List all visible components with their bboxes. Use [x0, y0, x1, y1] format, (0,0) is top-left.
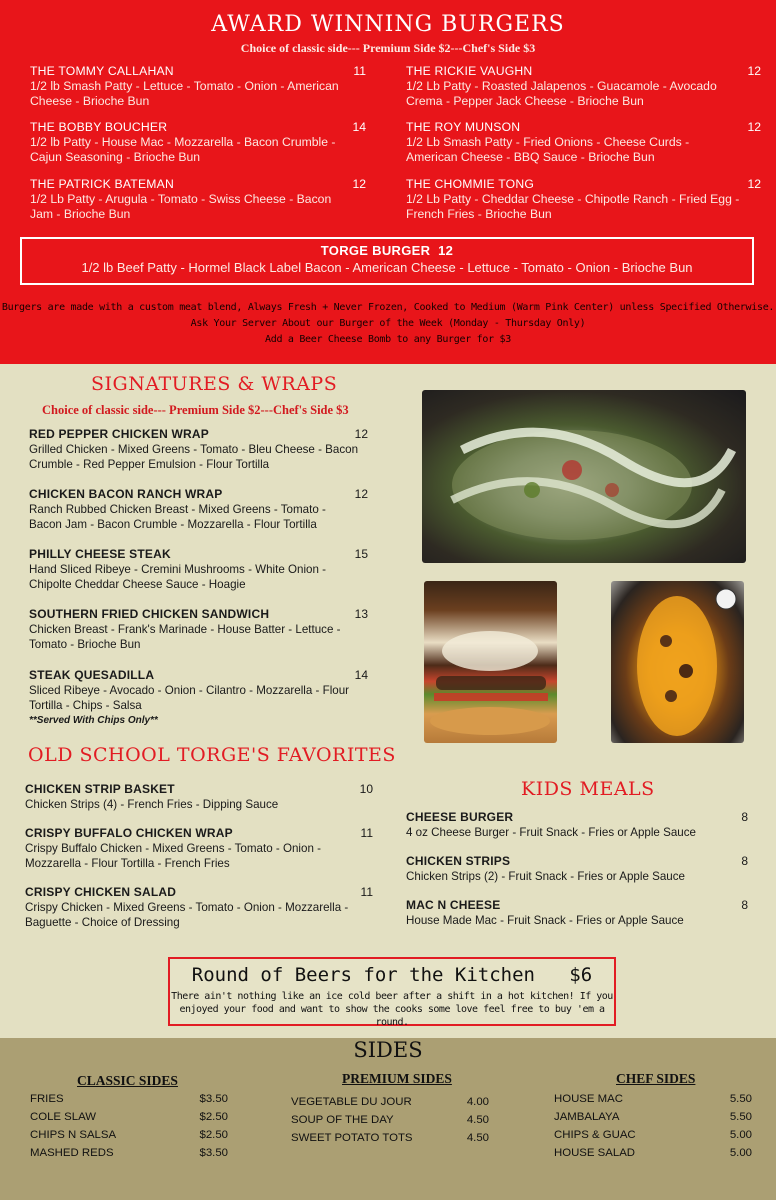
food-photo-burger-closeup	[422, 390, 746, 563]
side-item-house-mac	[554, 1093, 752, 1105]
food-photo-philly	[611, 581, 744, 743]
burger-notes	[0, 300, 776, 348]
burger-section	[0, 0, 776, 364]
side-item-chips-guac	[554, 1129, 752, 1141]
side-item-house-salad	[554, 1147, 752, 1159]
beer-desc-line: There ain't nothing like an ice cold beer after a shift in a hot kitchen! If you	[171, 991, 613, 1002]
item-desc: 1/2 Lb Patty - Roasted Jalapenos - Guacamole - Avocado	[406, 79, 717, 93]
item-desc: Crema - Pepper Jack Cheese - Brioche Bun	[406, 94, 644, 108]
item-desc: Hand Sliced Ribeye - Cremini Mushrooms - White Onion -	[29, 563, 327, 576]
beer-title	[170, 964, 614, 986]
side-item-mashed-reds	[30, 1147, 228, 1159]
menu-item-chicken-strip-basket	[25, 782, 373, 812]
item-desc: Chicken Strips (2) - Fruit Snack - Fries or Apple Sauce	[406, 870, 685, 883]
item-desc: 1/2 lb Beef Patty - Hormel Black Label Bacon - American Cheese - Lettuce - Tomato - Onion - Brioche Bun	[81, 260, 693, 275]
item-name: CHEESE BURGER	[406, 810, 514, 824]
menu-item-red-pepper-chicken-wrap	[29, 427, 368, 472]
classic-sides-title: CLASSIC SIDES	[77, 1073, 178, 1088]
chef-sides-title: CHEF SIDES	[616, 1071, 696, 1086]
item-desc: Cajun Seasoning - Brioche Bun	[30, 150, 201, 164]
item-desc: Cheese - Brioche Bun	[30, 94, 150, 108]
item-price: 8	[741, 898, 748, 912]
side-item-soup-of-the-day	[291, 1114, 489, 1126]
side-item-jambalaya	[554, 1111, 752, 1123]
food-photo-art	[422, 390, 746, 563]
item-price: 12	[747, 64, 761, 78]
item-desc: Crispy Chicken - Mixed Greens - Tomato - Onion - Mozzarella -	[25, 901, 349, 914]
menu-item-bobby-boucher	[30, 120, 366, 165]
item-desc: Tortilla - Chips - Salsa	[29, 699, 142, 712]
side-price: $2.50	[199, 1111, 228, 1123]
item-price: 14	[354, 668, 368, 682]
menu-item-steak-quesadilla	[29, 668, 368, 728]
item-name: TORGE BURGER	[320, 243, 431, 258]
item-desc: Chicken Strips (4) - French Fries - Dipping Sauce	[25, 798, 279, 811]
torge-burger-title	[22, 243, 752, 258]
beer-desc-line: enjoyed your food and want to show the cooks some love feel free to buy 'em a round.	[179, 1004, 605, 1028]
item-desc: American Cheese - BBQ Sauce - Brioche Bun	[406, 150, 655, 164]
side-price: 5.50	[729, 1093, 752, 1105]
menu-item-kids-chicken-strips	[406, 854, 748, 884]
sides-title: SIDES	[353, 1038, 423, 1062]
item-desc: Jam - Brioche Bun	[30, 207, 131, 221]
item-name: CHICKEN STRIPS	[406, 854, 511, 868]
item-price: 12	[438, 243, 454, 258]
menu-item-patrick-bateman	[30, 177, 366, 222]
item-desc: Crumble - Red Pepper Emulsion - Flour Tortilla	[29, 458, 270, 471]
item-desc: 1/2 Lb Smash Patty - Fried Onions - Cheese Curds -	[406, 135, 690, 149]
item-name: THE BOBBY BOUCHER	[30, 120, 168, 134]
item-price: 12	[354, 427, 368, 441]
side-price: 4.50	[466, 1114, 489, 1126]
food-photo-burger	[424, 581, 557, 743]
item-name: THE ROY MUNSON	[406, 120, 521, 134]
item-price: 11	[360, 885, 373, 899]
side-price: 5.00	[729, 1129, 752, 1141]
item-desc: Grilled Chicken - Mixed Greens - Tomato - Bleu Cheese - Bacon	[29, 443, 359, 456]
item-name: CHICKEN STRIP BASKET	[25, 782, 175, 796]
side-price: 5.00	[729, 1147, 752, 1159]
item-price: 8	[741, 854, 748, 868]
item-name: MAC N CHEESE	[406, 898, 501, 912]
food-photo-art	[611, 581, 744, 743]
side-price: $3.50	[199, 1093, 228, 1105]
item-name: CRISPY BUFFALO CHICKEN WRAP	[25, 826, 233, 840]
item-desc: French Fries - Brioche Bun	[406, 207, 552, 221]
side-price: 4.00	[466, 1096, 489, 1108]
beer-desc	[170, 990, 614, 1029]
side-name: FRIES	[30, 1093, 64, 1105]
item-desc: 1/2 lb Smash Patty - Lettuce - Tomato - Onion - American	[30, 79, 339, 93]
item-name: STEAK QUESADILLA	[29, 668, 155, 682]
menu-item-crispy-chicken-salad	[25, 885, 373, 930]
item-note: **Served With Chips Only**	[29, 715, 158, 726]
side-name: CHIPS & GUAC	[554, 1129, 636, 1141]
side-name: CHIPS N SALSA	[30, 1129, 117, 1141]
item-price: 14	[352, 120, 366, 134]
item-desc: Crispy Buffalo Chicken - Mixed Greens - Tomato - Onion -	[25, 842, 321, 855]
oldschool-title: OLD SCHOOL TORGE'S FAVORITES	[28, 744, 396, 766]
side-price: $2.50	[199, 1129, 228, 1141]
side-name: SOUP OF THE DAY	[291, 1114, 394, 1126]
item-desc: 4 oz Cheese Burger - Fruit Snack - Fries or Apple Sauce	[406, 826, 696, 839]
item-price: 12	[747, 120, 761, 134]
side-price: $3.50	[199, 1147, 228, 1159]
menu-item-rickie-vaughn	[406, 64, 761, 109]
item-desc: 1/2 lb Patty - House Mac - Mozzarella - Bacon Crumble -	[30, 135, 336, 149]
side-name: JAMBALAYA	[554, 1111, 620, 1123]
menu-item-crispy-buffalo-wrap	[25, 826, 373, 871]
item-desc: 1/2 Lb Patty - Arugula - Tomato - Swiss Cheese - Bacon	[30, 192, 332, 206]
item-desc: Tomato - Brioche Bun	[29, 638, 141, 651]
item-price: 13	[354, 607, 368, 621]
note-line: Add a Beer Cheese Bomb to any Burger for $3	[265, 334, 511, 345]
side-price: 5.50	[729, 1111, 752, 1123]
item-name: PHILLY CHEESE STEAK	[29, 547, 171, 561]
item-desc: Sliced Ribeye - Avocado - Onion - Cilantro - Mozzarella - Flour	[29, 684, 350, 697]
item-price: 15	[354, 547, 368, 561]
side-item-vegetable-du-jour	[291, 1096, 489, 1108]
item-price: 12	[352, 177, 366, 191]
burgers-title: AWARD WINNING BURGERS	[211, 12, 565, 37]
kids-title: KIDS MEALS	[521, 778, 655, 800]
item-name: THE PATRICK BATEMAN	[30, 177, 174, 191]
menu-item-kids-cheese-burger	[406, 810, 748, 840]
signatures-title: SIGNATURES & WRAPS	[91, 373, 338, 395]
premium-sides-title: PREMIUM SIDES	[342, 1071, 452, 1086]
item-desc: 1/2 Lb Patty - Cheddar Cheese - Chipotle Ranch - Fried Egg -	[406, 192, 740, 206]
item-desc: Chicken Breast - Frank's Marinade - House Batter - Lettuce -	[29, 623, 341, 636]
item-price: 10	[359, 782, 373, 796]
side-price: 4.50	[466, 1132, 489, 1144]
item-desc: Bacon Jam - Bacon Crumble - Mozzarella - Flour Tortilla	[29, 518, 317, 531]
menu-item-philly-cheese-steak	[29, 547, 368, 592]
signatures-subtitle: Choice of classic side--- Premium Side $2---Chef's Side $3	[42, 403, 349, 417]
torge-burger-box	[20, 237, 754, 285]
item-desc: Ranch Rubbed Chicken Breast - Mixed Greens - Tomato -	[29, 503, 326, 516]
item-name: THE CHOMMIE TONG	[406, 177, 535, 191]
menu-item-kids-mac-n-cheese	[406, 898, 748, 928]
burgers-subtitle: Choice of classic side--- Premium Side $2---Chef's Side $3	[240, 41, 536, 55]
item-name: RED PEPPER CHICKEN WRAP	[29, 427, 209, 441]
item-name: THE TOMMY CALLAHAN	[30, 64, 174, 78]
menu-item-roy-munson	[406, 120, 761, 165]
side-name: COLE SLAW	[30, 1111, 97, 1123]
side-item-fries	[30, 1093, 228, 1105]
item-desc: Mozzarella - Flour Tortilla - French Fries	[25, 857, 230, 870]
item-desc: Baguette - Choice of Dressing	[25, 916, 180, 929]
note-line: Ask Your Server About our Burger of the Week (Monday - Thursday Only)	[190, 318, 586, 329]
beer-for-kitchen-box	[168, 957, 616, 1026]
beer-price: $6	[569, 964, 593, 986]
side-name: VEGETABLE DU JOUR	[291, 1096, 412, 1108]
item-name: THE RICKIE VAUGHN	[406, 64, 533, 78]
item-desc: House Made Mac - Fruit Snack - Fries or Apple Sauce	[406, 914, 684, 927]
side-name: HOUSE SALAD	[554, 1147, 636, 1159]
side-item-cole-slaw	[30, 1111, 228, 1123]
item-price: 11	[353, 64, 366, 78]
side-item-sweet-potato-tots	[291, 1132, 489, 1144]
menu-item-chicken-bacon-ranch-wrap	[29, 487, 368, 532]
side-item-chips-n-salsa	[30, 1129, 228, 1141]
side-name: HOUSE MAC	[554, 1093, 623, 1105]
side-name: MASHED REDS	[30, 1147, 114, 1159]
side-name: SWEET POTATO TOTS	[291, 1132, 413, 1144]
note-line: Burgers are made with a custom meat blend, Always Fresh + Never Frozen, Cooked to Medium (Warm Pink Center) unless Specified Otherwise.	[1, 302, 775, 313]
beer-title-text: Round of Beers for the Kitchen	[191, 964, 535, 986]
item-price: 8	[741, 810, 748, 824]
menu-item-chommie-tong	[406, 177, 761, 222]
menu-item-southern-fried-chicken	[29, 607, 368, 652]
item-price: 12	[747, 177, 761, 191]
food-photo-art	[424, 581, 557, 743]
item-price: 11	[360, 826, 373, 840]
item-name: CHICKEN BACON RANCH WRAP	[29, 487, 223, 501]
item-name: CRISPY CHICKEN SALAD	[25, 885, 177, 899]
menu-item-tommy-callahan	[30, 64, 366, 109]
item-desc: Chipolte Cheddar Cheese Sauce - Hoagie	[29, 578, 246, 591]
item-price: 12	[354, 487, 368, 501]
item-name: SOUTHERN FRIED CHICKEN SANDWICH	[29, 607, 270, 621]
